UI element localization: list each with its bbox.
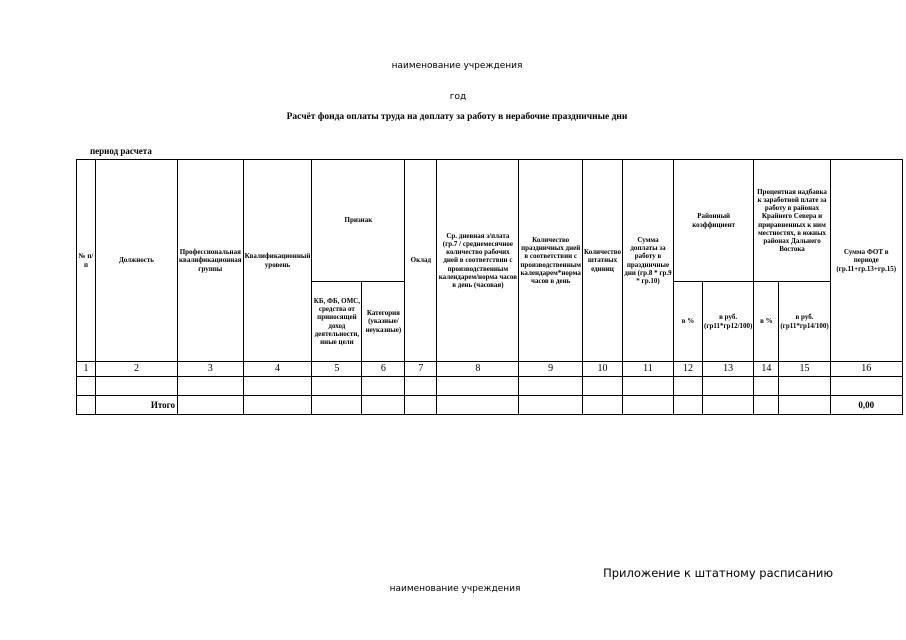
table-cell[interactable] <box>77 377 96 396</box>
table-cell <box>519 396 583 415</box>
subheader-funding: КБ, ФБ, ОМС, средства от приносящей доход деятельности, иные цели <box>312 282 362 362</box>
column-number: 14 <box>754 362 779 377</box>
total-value: 0,00 <box>830 396 902 415</box>
year-label: год <box>449 92 467 102</box>
column-number: 1 <box>77 362 96 377</box>
table-cell[interactable] <box>779 377 830 396</box>
table-cell[interactable] <box>673 377 702 396</box>
table-cell <box>405 396 437 415</box>
total-row <box>77 396 903 415</box>
subheader-coef-rub: в руб. (гр11*гр12/100) <box>702 282 753 362</box>
column-number: 12 <box>673 362 702 377</box>
table-cell <box>437 396 519 415</box>
table-cell <box>178 396 244 415</box>
table-row <box>77 377 903 396</box>
header-position: Должность <box>96 160 178 362</box>
table-cell[interactable] <box>178 377 244 396</box>
column-number: 3 <box>178 362 244 377</box>
table-cell <box>622 396 673 415</box>
payroll-table <box>76 159 903 415</box>
column-number: 8 <box>437 362 519 377</box>
subheader-bonus-rub: в руб. (гр11*гр14/100) <box>779 282 830 362</box>
table-cell[interactable] <box>437 377 519 396</box>
header-salary: Оклад <box>405 160 437 362</box>
header-holiday-pay: Сумма доплаты за работу в праздничные дни (гр.8 * гр.9 * гр.10) <box>622 160 673 362</box>
org-name-footer: наименование учреждения <box>389 584 521 594</box>
column-number: 7 <box>405 362 437 377</box>
column-number: 13 <box>702 362 753 377</box>
table-cell[interactable] <box>312 377 362 396</box>
table-cell[interactable] <box>362 377 405 396</box>
table-cell[interactable] <box>405 377 437 396</box>
header-avg-daily: Ср. дневная з/плата (гр.7 / среднемесячное количество рабочих дней в соответствии с производственным календарем/норма часов в день (часовая) <box>437 160 519 362</box>
table-cell <box>362 396 405 415</box>
header-north-bonus: Процентная надбавка к заработной плате за работу в районах Крайнего Севера и приравненных к ним местностях, в южных районах Дальнего Востока <box>754 160 830 282</box>
header-feature: Признак <box>312 160 405 282</box>
column-number: 10 <box>582 362 622 377</box>
column-number: 11 <box>622 362 673 377</box>
column-number: 6 <box>362 362 405 377</box>
table-cell <box>312 396 362 415</box>
header-staff-count: Количество штатных единиц <box>582 160 622 362</box>
column-number: 9 <box>519 362 583 377</box>
appendix-label: Приложение к штатному расписанию <box>603 566 833 580</box>
table-cell <box>243 396 312 415</box>
column-number: 5 <box>312 362 362 377</box>
table-cell[interactable] <box>702 377 753 396</box>
subheader-category: Категория (указные/неуказные) <box>362 282 405 362</box>
header-qual-level: Квалификационный уровень <box>243 160 312 362</box>
document-title: Расчёт фонда оплаты труда на доплату за работу в нерабочие праздничные дни <box>286 112 628 122</box>
subheader-coef-pct: в % <box>673 282 702 362</box>
period-label: период расчета <box>90 146 152 156</box>
table-cell <box>673 396 702 415</box>
column-number: 15 <box>779 362 830 377</box>
column-numbers-row <box>77 362 903 377</box>
header-holidays-count: Количество праздничных дней в соответствии с производственным календарем*норма часов в день <box>519 160 583 362</box>
subheader-bonus-pct: в % <box>754 282 779 362</box>
header-prof-group: Профессиональная квалификационная группы <box>178 160 244 362</box>
header-fot-sum: Сумма ФОТ в периоде (гр.11+гр.13+гр.15) <box>830 160 902 362</box>
column-number: 4 <box>243 362 312 377</box>
total-label: Итого <box>96 396 178 415</box>
header-num: № п/п <box>77 160 96 362</box>
table-cell[interactable] <box>830 377 902 396</box>
table-cell[interactable] <box>96 377 178 396</box>
table-cell[interactable] <box>754 377 779 396</box>
table-cell[interactable] <box>243 377 312 396</box>
table-cell[interactable] <box>582 377 622 396</box>
table-cell <box>754 396 779 415</box>
column-number: 16 <box>830 362 902 377</box>
column-number: 2 <box>96 362 178 377</box>
table-cell[interactable] <box>622 377 673 396</box>
table-cell <box>702 396 753 415</box>
table-cell <box>779 396 830 415</box>
org-name-header: наименование учреждения <box>391 61 523 71</box>
header-regional-coef: Районный коэффициент <box>673 160 753 282</box>
table-cell <box>582 396 622 415</box>
table-cell <box>77 396 96 415</box>
table-cell[interactable] <box>519 377 583 396</box>
